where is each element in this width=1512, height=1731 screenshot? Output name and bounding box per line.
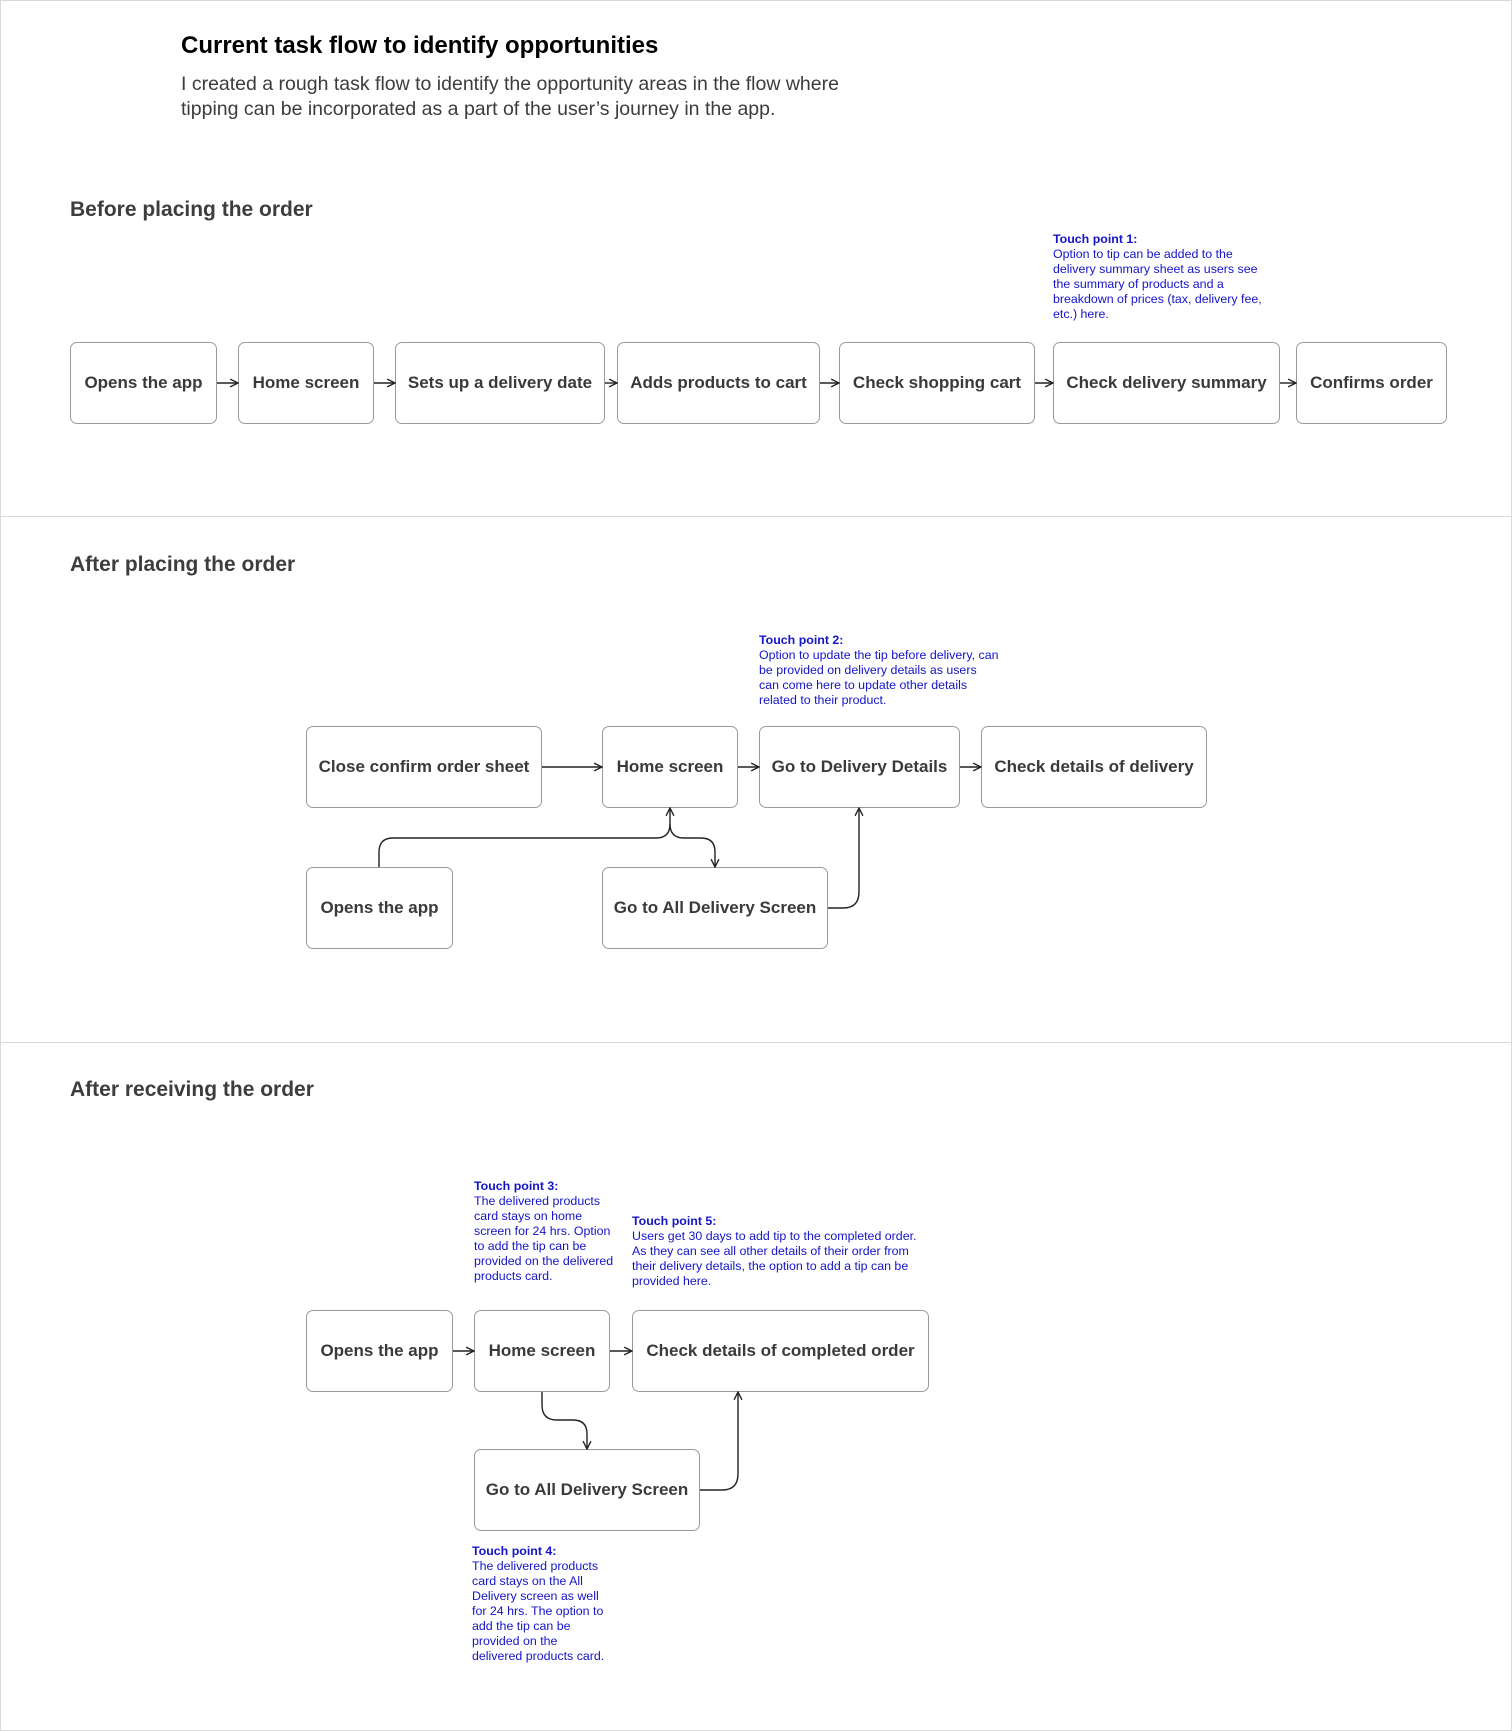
touch-point-2-note (759, 633, 999, 708)
node-check-details-delivery[interactable]: Check details of delivery (981, 726, 1207, 808)
touch-point-4-title: Touch point 4: (472, 1544, 557, 1558)
node-sets-delivery-date[interactable]: Sets up a delivery date (395, 342, 605, 424)
touch-point-1-title: Touch point 1: (1053, 232, 1138, 246)
touch-point-1-body: Option to tip can be added to the delivery summary sheet as users see the summary of products and a breakdown of prices (tax, delivery fee, etc.) here. (1053, 247, 1262, 321)
intro-text: I created a rough task flow to identify the opportunity areas in the flow where tipping can be incorporated as a part of the user’s journey in the app. (181, 73, 839, 120)
touch-point-3-title: Touch point 3: (474, 1179, 559, 1193)
node-go-delivery-details[interactable]: Go to Delivery Details (759, 726, 960, 808)
section-heading-after-receiving: After receiving the order (70, 1078, 314, 1101)
page-title: Current task flow to identify opportunities (181, 32, 659, 59)
touch-point-5-body: Users get 30 days to add tip to the completed order. As they can see all other details of their order from their delivery details, the option to add a tip can be provided here. (632, 1229, 917, 1288)
node-check-cart[interactable]: Check shopping cart (839, 342, 1035, 424)
touch-point-4-note (472, 1544, 610, 1664)
touch-point-5-note (632, 1214, 924, 1289)
node-check-delivery-summary[interactable]: Check delivery summary (1053, 342, 1280, 424)
section-frame-after-placing (0, 516, 1512, 1043)
node-opens-app-2[interactable]: Opens the app (306, 867, 453, 949)
node-home-screen-3[interactable]: Home screen (474, 1310, 610, 1392)
node-home-screen-2[interactable]: Home screen (602, 726, 738, 808)
node-adds-products[interactable]: Adds products to cart (617, 342, 820, 424)
touch-point-1-note (1053, 232, 1278, 322)
touch-point-4-body: The delivered products card stays on the All Delivery screen as well for 24 hrs. The option to add the tip can be provided on the delivered products card. (472, 1559, 605, 1663)
node-check-completed-order[interactable]: Check details of completed order (632, 1310, 929, 1392)
node-opens-app[interactable]: Opens the app (70, 342, 217, 424)
node-all-delivery-screen[interactable]: Go to All Delivery Screen (602, 867, 828, 949)
node-opens-app-3[interactable]: Opens the app (306, 1310, 453, 1392)
section-heading-after-placing: After placing the order (70, 553, 296, 576)
node-confirms-order[interactable]: Confirms order (1296, 342, 1447, 424)
touch-point-5-title: Touch point 5: (632, 1214, 717, 1228)
touch-point-3-note (474, 1179, 614, 1284)
node-home-screen[interactable]: Home screen (238, 342, 374, 424)
touch-point-2-title: Touch point 2: (759, 633, 844, 647)
node-all-delivery-screen-2[interactable]: Go to All Delivery Screen (474, 1449, 700, 1531)
section-heading-before: Before placing the order (70, 198, 313, 221)
node-close-confirm-sheet[interactable]: Close confirm order sheet (306, 726, 542, 808)
touch-point-2-body: Option to update the tip before delivery, can be provided on delivery details as users can come here to update other details related to their product. (759, 648, 999, 707)
touch-point-3-body: The delivered products card stays on home screen for 24 hrs. Option to add the tip can be provided on the delivered products card. (474, 1194, 614, 1283)
